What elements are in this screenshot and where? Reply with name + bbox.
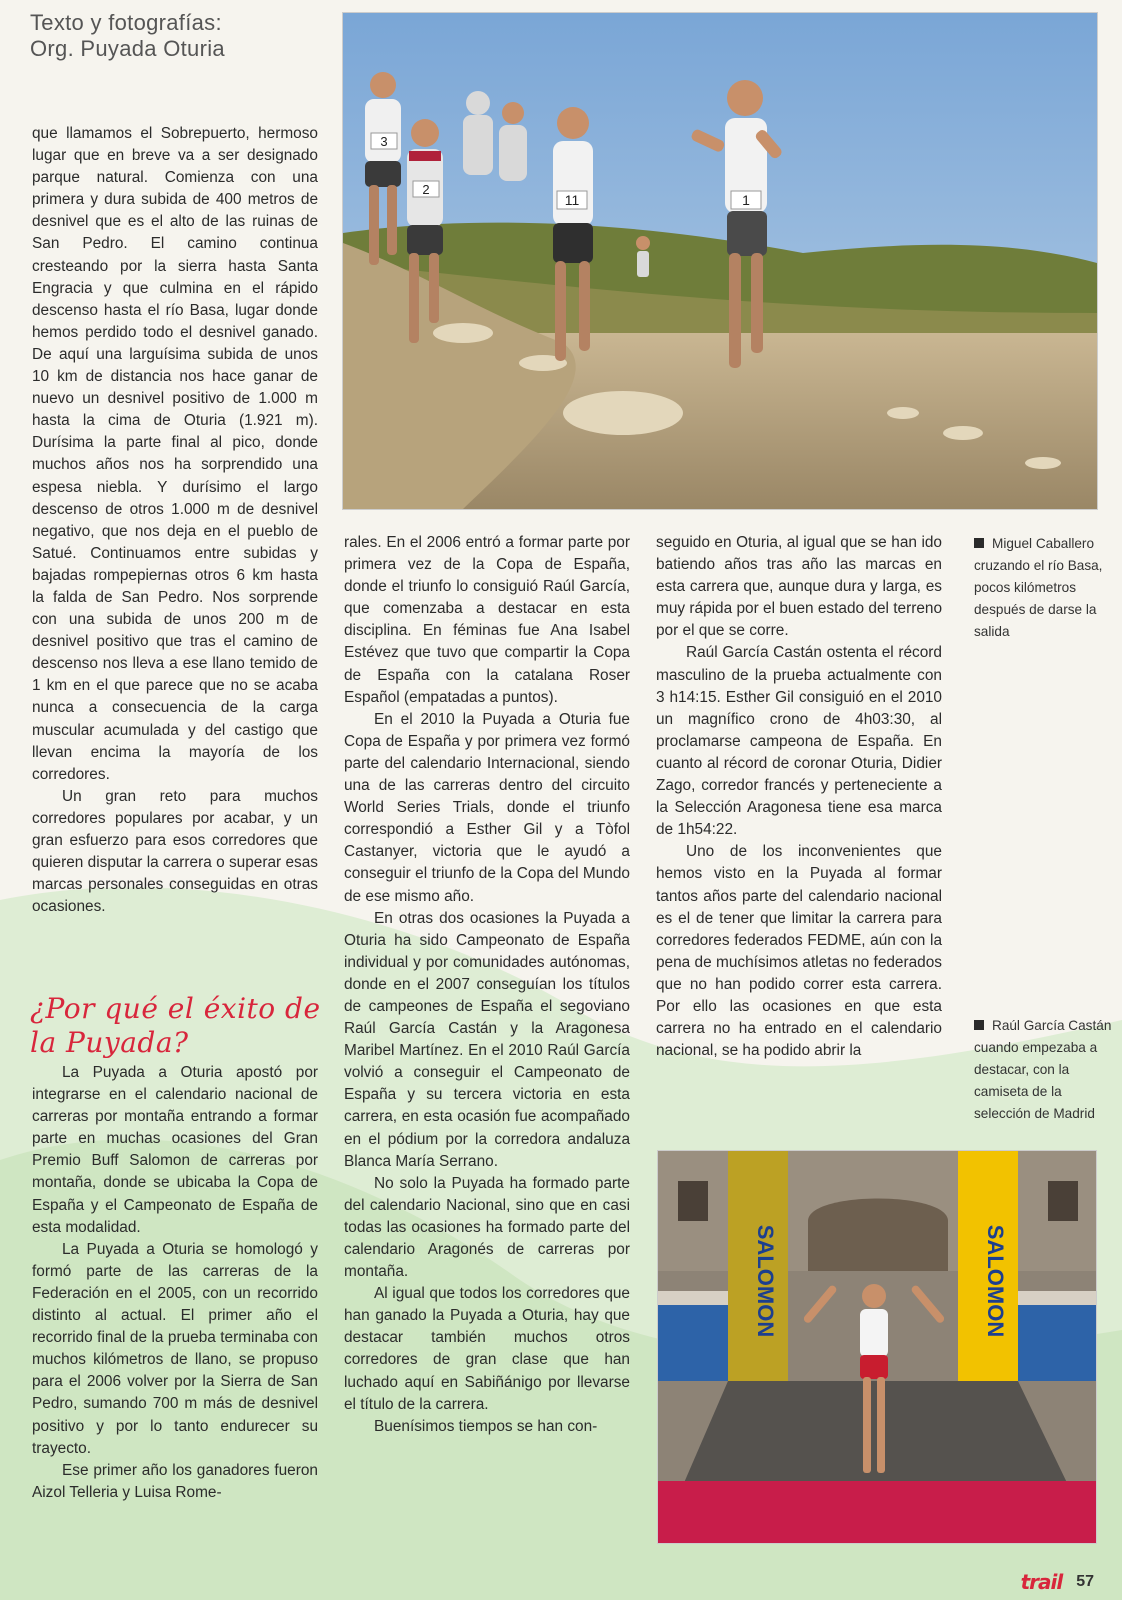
article-column-2: [344, 532, 630, 1438]
caption-photo-2: [974, 1015, 1122, 1125]
photo-finish-line: [657, 1150, 1097, 1544]
bib-number-2: 2: [422, 182, 430, 197]
heading-line-2: la Puyada?: [30, 1026, 189, 1059]
heading-line-1: ¿Por qué el éxito de: [30, 992, 321, 1025]
paragraph: No solo la Puyada ha formado parte del calendario Nacional, sino que en casi todas las ocasiones ha formado parte del calendario Aragonés de carreras por montaña.: [344, 1174, 630, 1281]
section-heading: [30, 992, 330, 1060]
caption-photo-1: [974, 533, 1122, 643]
paragraph: La Puyada a Oturia se homologó y formó parte de las carreras de la Federación en el 2005, con un recorrido distinto al actual. El primer año el recorrido final de la prueba terminaba con muchos kilómetros de llano, se propuso para el 2006 volver por la Sierra de San Pedro, sumando 700 m más de desnivel positivo y por lo tanto endurecer su trayecto.: [32, 1240, 318, 1457]
paragraph: Al igual que todos los corredores que han ganado la Puyada a Oturia, hay que destacar también muchos otros corredores de gran clase que han luchado aquí en Sabiñánigo por llevarse el título de la carrera.: [344, 1285, 630, 1413]
paragraph: En otras dos ocasiones la Puyada a Oturia ha sido Campeonato de España individual y por comunidades autónomas, donde en el 2007 conseguían los títulos de campeones de España el segoviano Raúl García Castán y la Aragonesa Maribel Martínez. En el 2010 Raúl García volvió a conseguir el Campeonato de España y su tercera victoria en esta carrera, en esta ocasión fue acompañado en el pódium por la corredora andaluza Blanca María Serrano.: [344, 909, 630, 1170]
paragraph: Uno de los inconvenientes que hemos visto en la Puyada al formar tantos años parte del calendario nacional es el de tener que limitar la carrera para corredores federados FEDME, aún con la pena de muchísimos atletas no federados que no han podido correr esta carrera. Por ello las ocasiones en que esta carrera no ha entrado en el calendario nacional, se ha podido abrir la: [656, 843, 942, 1060]
paragraph: que llamamos el Sobrepuerto, hermoso lugar que en breve va a ser designado parque natural. Comienza con una primera y dura subida de 400 metros de desnivel que es el alto de las ruinas de San Pedro. El camino continua cresteando por la sierra hasta Santa Engracia y que culmina en el rápido descenso hasta el río Basa, lugar donde hemos perdido todo el desnivel ganado. De aquí una larguísima subida de unos 10 km de distancia nos hace ganar de nuevo un desnivel positivo de 1.000 m hasta la cima de Oturia (1.921 m). Durísima la parte final al pico, donde muchos años nos ha sorprendido una espesa niebla. Y durísimo el largo descenso de otros 1.000 m de desnivel negativo, que nos deja en el pueblo de Satué. Continuamos entre subidas y bajadas rompepiernas otros 6 km hasta la falda de San Pedro. Nos sorprende con una subida de unos 200 m de desnivel positivo que tras el camino de descenso nos lleva a ese llano temido de 1 km en el que parece que no se acaba nunca a consecuencia de la carga muscular acumulada y del castigo que llevan encima la mayoría de los corredores.: [32, 125, 318, 783]
paragraph: Buenísimos tiempos se han con-: [374, 1417, 598, 1435]
credit-line-1: Texto y fotografías:: [30, 10, 222, 35]
page-number: 57: [1076, 1573, 1094, 1590]
caption-2-text: Raúl García Castán cuando empezaba a destacar, con la camiseta de la selección de Madrid: [974, 1018, 1112, 1121]
arch-brand-left: SALOMON: [753, 1224, 778, 1338]
paragraph: Un gran reto para muchos corredores populares por acabar, y un gran esfuerzo para esos corredores que quieren disputar la carrera o superar esas marcas personales conseguidas en otras ocasiones.: [32, 787, 318, 916]
magazine-logo: trail: [1020, 1570, 1063, 1594]
bib-number-11: 11: [564, 192, 580, 208]
bib-number-3: 3: [380, 134, 388, 149]
paragraph: seguido en Oturia, al igual que se han ido batiendo años tras año las marcas en esta carrera que, aunque dura y larga, es muy rápida por el buen estado del terreno por el que se corre.: [656, 534, 942, 640]
page-footer: [1021, 1570, 1094, 1594]
photo-credit: [30, 10, 330, 62]
article-column-1-bottom: [32, 1062, 318, 1504]
paragraph: Ese primer año los ganadores fueron Aizol Telleria y Luisa Rome-: [32, 1461, 318, 1501]
credit-line-2: Org. Puyada Oturia: [30, 36, 225, 61]
article-column-1-top: [32, 123, 318, 918]
paragraph: En el 2010 la Puyada a Oturia fue Copa de España y por primera vez formó parte del calendario Internacional, siendo una de las carreras dentro del circuito World Series Trials, donde el triunfo correspondió a Esther Gil y a Tòfol Castanyer, victoria que le ayudó a conseguir el triunfo de la Copa del Mundo de ese mismo año.: [344, 710, 630, 905]
paragraph: La Puyada a Oturia apostó por integrarse en el calendario nacional de carreras por montaña entrando a formar parte en muchas ocasiones del Gran Premio Buff Salomon de carreras por montaña, donde se ubicaba la Copa de España y el Campeonato de España de esta modalidad.: [32, 1064, 318, 1236]
caption-bullet-square: [974, 1020, 984, 1030]
photo-river-crossing: [342, 12, 1098, 510]
paragraph: Raúl García Castán ostenta el récord masculino de la prueba actualmente con 3 h14:15. Esther Gil consiguió en el 2010 un magnífico crono de 4h03:30, al proclamarse campeona de España. En cuanto al récord de coronar Oturia, Didier Zago, corredor francés y perteneciente a la Selección Aragonesa tiene esa marca de 1h54:22.: [656, 644, 942, 839]
article-column-3: [656, 532, 942, 1062]
caption-bullet-square: [974, 538, 984, 548]
bib-number-1: 1: [742, 192, 750, 208]
paragraph: rales. En el 2006 entró a formar parte por primera vez de la Copa de España, donde el triunfo lo consiguió Raúl García, que comenzaba a destacar en esta disciplina. En féminas fue Ana Isabel Estévez que tuvo que compartir la Copa de España con la catalana Roser Español (empatadas a puntos).: [344, 534, 630, 706]
arch-brand-right: SALOMON: [983, 1224, 1008, 1338]
caption-1-text: Miguel Caballero cruzando el río Basa, pocos kilómetros después de darse la salida: [974, 536, 1103, 639]
